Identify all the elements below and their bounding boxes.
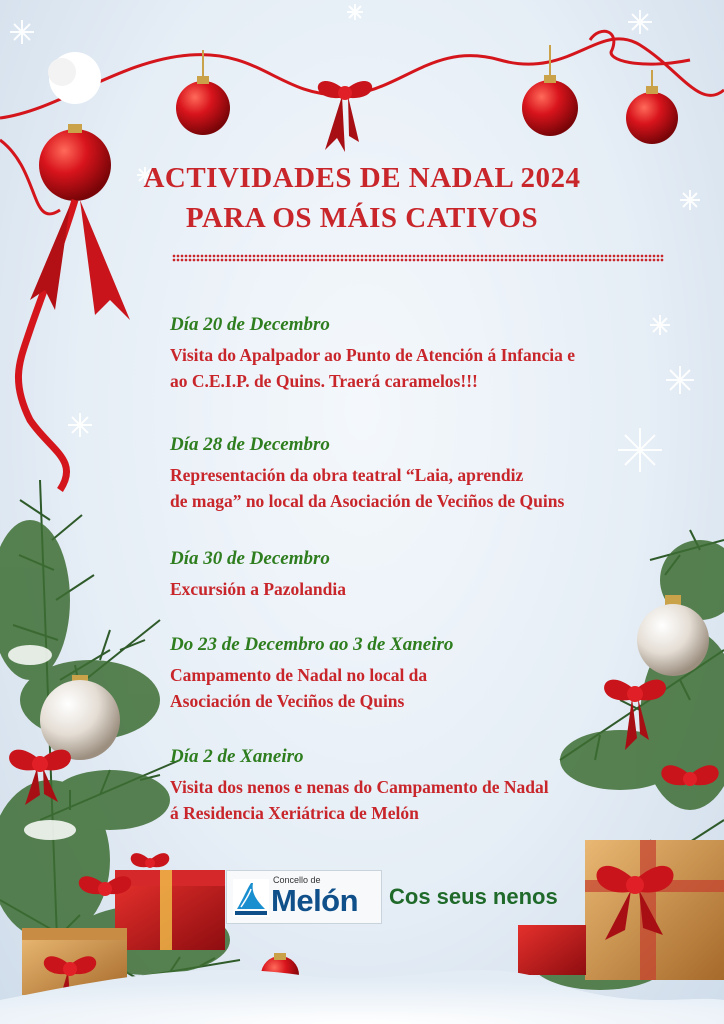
event-description: de maga” no local da Asociación de Veciños de Quins xyxy=(170,491,565,511)
event-date: Do 23 de Decembro ao 3 de Xaneiro xyxy=(170,634,454,655)
event-description: Visita do Apalpador ao Punto de Atención á Infancia e xyxy=(170,345,575,365)
event-description: Campamento de Nadal no local da xyxy=(170,665,428,685)
event-item xyxy=(170,548,690,602)
event-item xyxy=(170,434,690,514)
event-date: Día 20 de Decembro xyxy=(170,314,330,335)
poster-subtitle: PARA OS MÁIS CATIVOS xyxy=(185,202,539,234)
event-date: Día 2 de Xaneiro xyxy=(170,746,304,767)
event-item xyxy=(170,746,690,826)
event-description: Representación da obra teatral “Laia, aprendiz xyxy=(170,465,524,485)
event-description: ao C.E.I.P. de Quins. Traerá caramelos!!! xyxy=(170,371,478,391)
event-date: Día 28 de Decembro xyxy=(170,434,330,455)
dotted-divider xyxy=(172,254,664,262)
poster-title: ACTIVIDADES DE NADAL 2024 xyxy=(143,162,581,194)
logo-name: Melón xyxy=(271,883,359,918)
event-description: Asociación de Veciños de Quins xyxy=(170,691,405,711)
logo-small-text: Concello de xyxy=(273,875,321,885)
logo-tagline: Cos seus nenos xyxy=(389,884,558,909)
waterfall-logo-icon xyxy=(233,879,269,917)
event-description: á Residencia Xeriátrica de Melón xyxy=(170,803,419,823)
event-description: Excursión a Pazolandia xyxy=(170,579,346,599)
event-item xyxy=(170,314,690,394)
event-description: Visita dos nenos e nenas do Campamento de Nadal xyxy=(170,777,549,797)
concello-melon-logo xyxy=(226,870,382,924)
event-date: Día 30 de Decembro xyxy=(170,548,330,569)
event-item xyxy=(170,634,690,714)
